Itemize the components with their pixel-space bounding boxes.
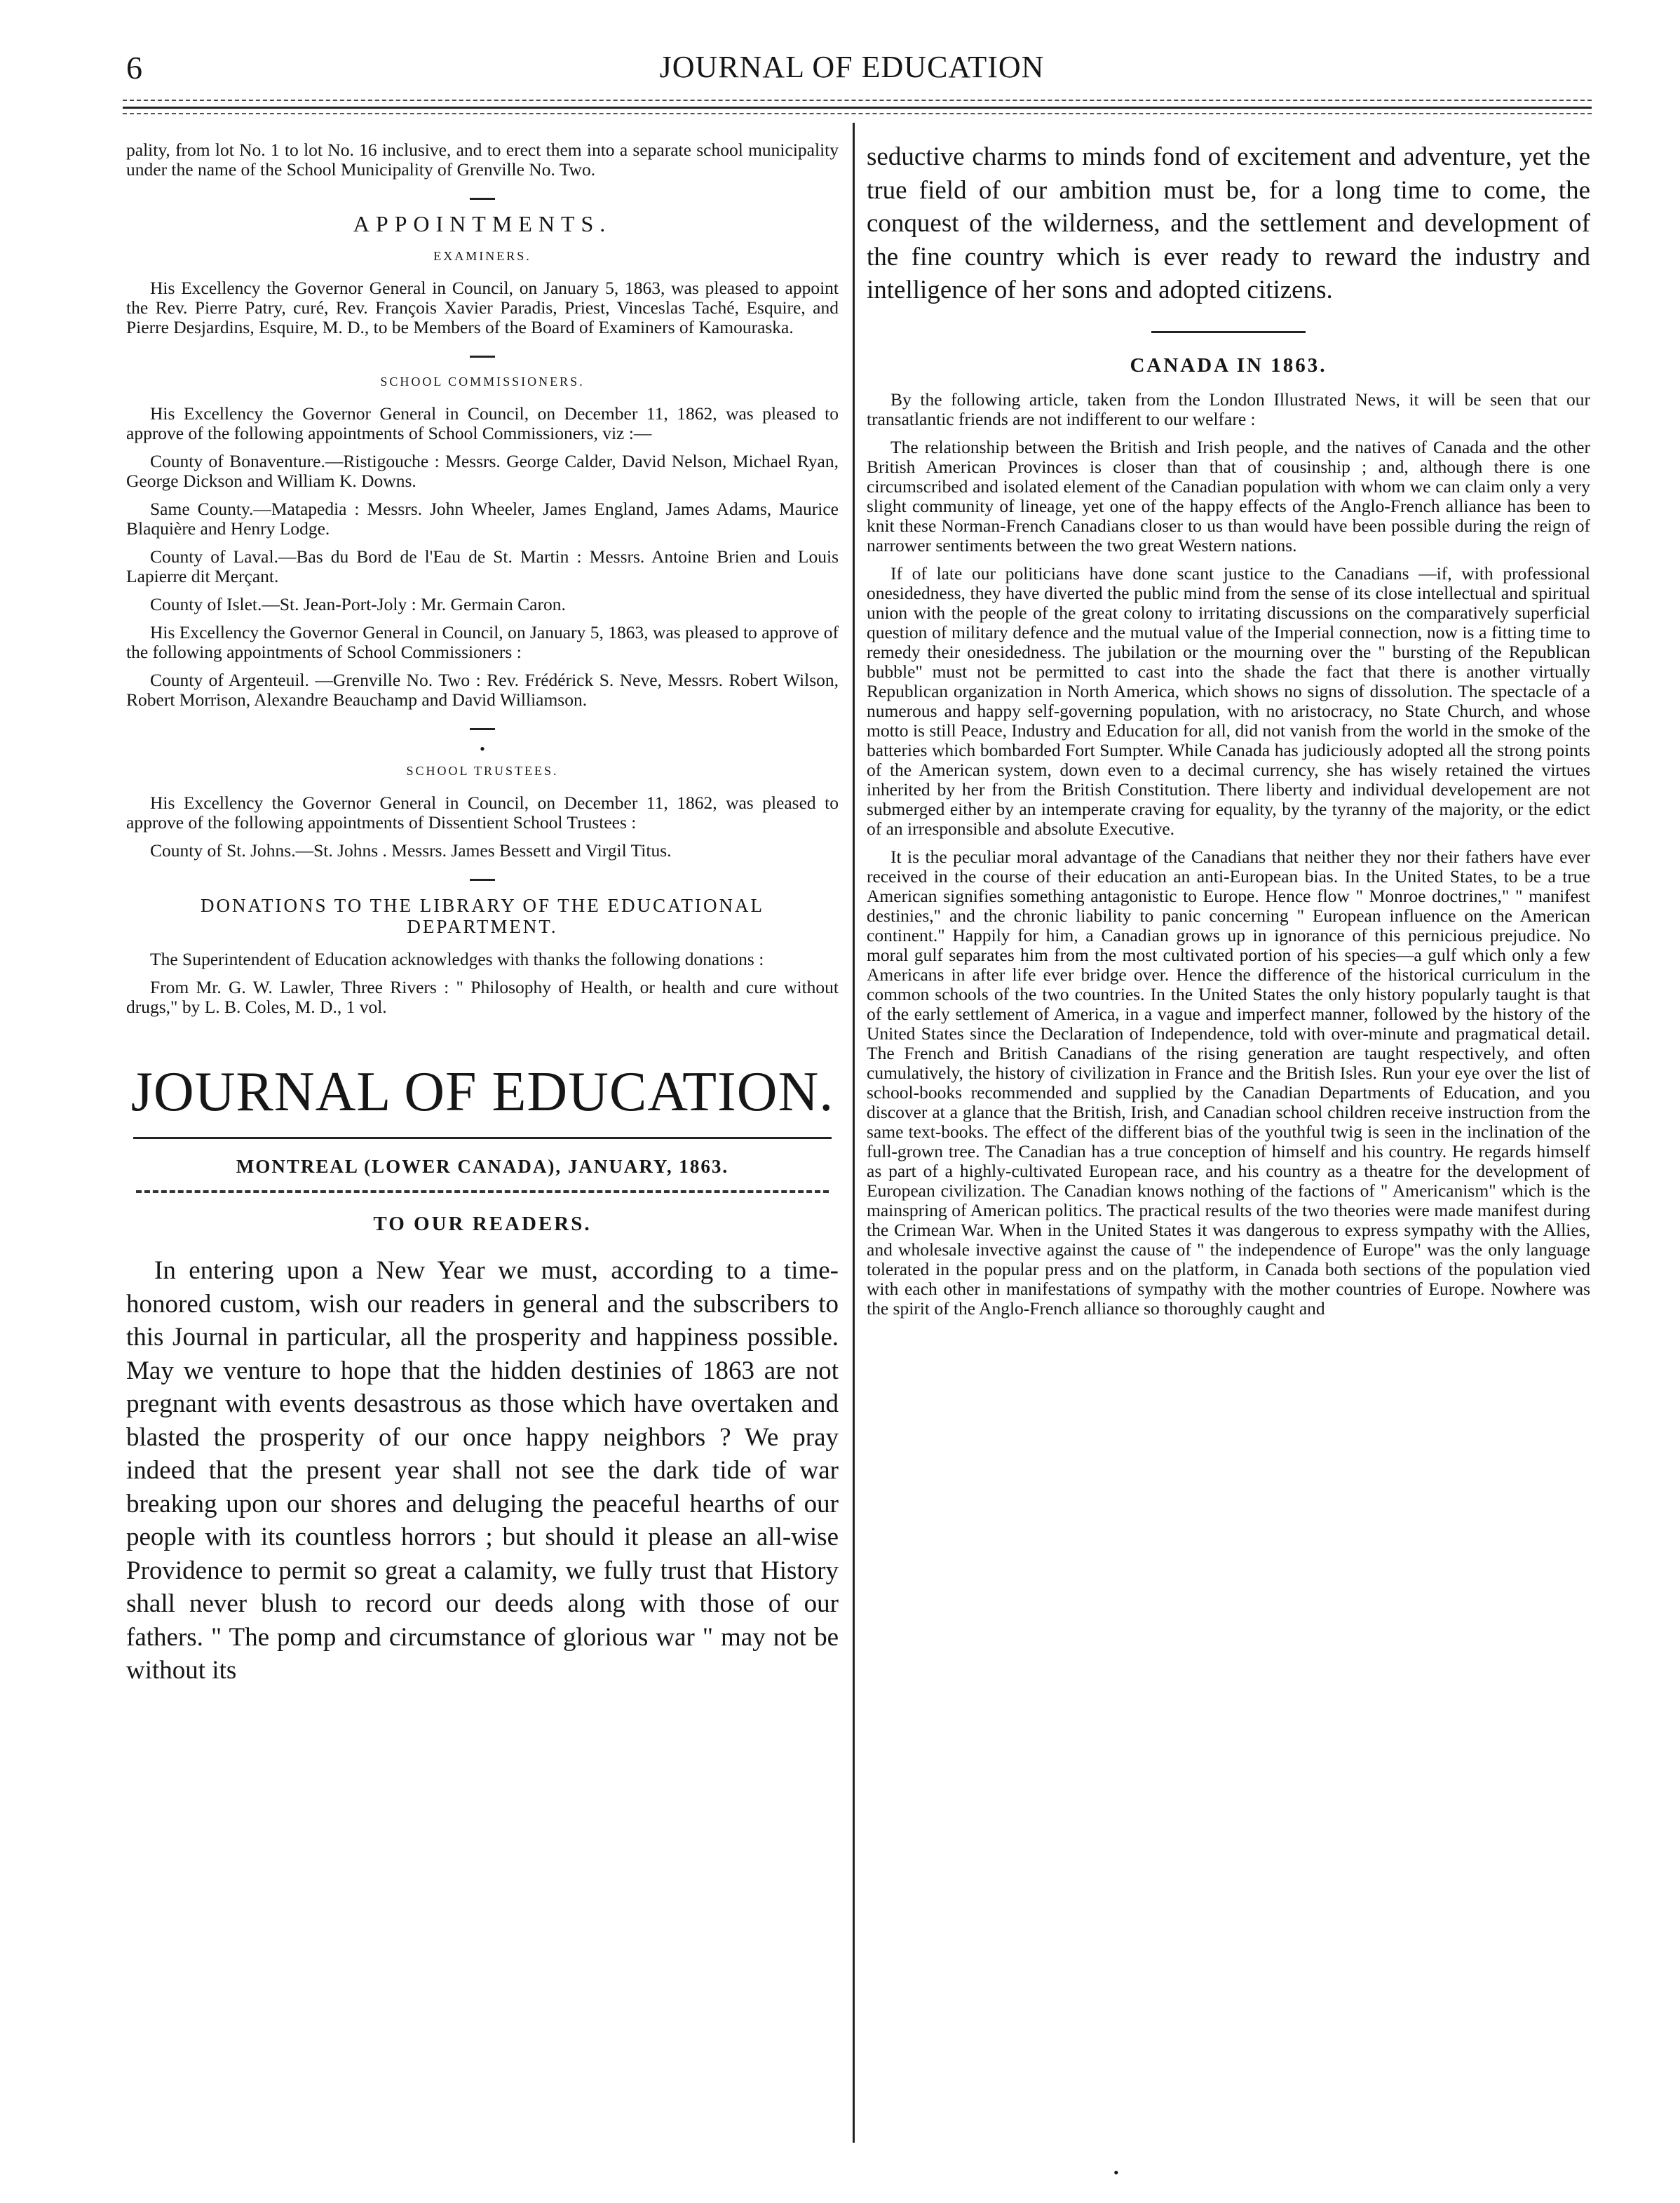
running-title: JOURNAL OF EDUCATION: [659, 50, 1045, 84]
section-rule: [470, 728, 495, 730]
canada-paragraph: By the following article, taken from the London Illustrated News, it will be seen that our transatlantic friends are not indifferent to our welfare :: [867, 389, 1590, 429]
appointments-heading: APPOINTMENTS.: [353, 211, 612, 236]
trustees-heading: SCHOOL TRUSTEES.: [406, 764, 559, 778]
canada-paragraph: If of late our politicians have done scant justice to the Canadians —if, with professional onesidedness, they have diverted the public mind from the sense of its close intellectual and spiritual union with the people of the great colony to irritating discussions on the comparatively superficial question of military defence and the mutual value of the Imperial connection, now is a fitting time to remedy their onesidedness. The jubilation or the mourning over the " bursting of the Republican bubble" must not be permitted to cast into the shade the fact that there is another virtually Republican organization in North America, which shows no signs of dissolution. The spectacle of a numerous and happy self-governing population, with no aristocracy, no State Church, and whose motto is still Peace, Industry and Education for all, did not vanish from the world in the smoke of the batteries which bombarded Fort Sumpter. While Canada has judiciously adopted all the strong points of the American system, down even to a decimal currency, she has wisely retained the virtues inherited by her from the British Constitution. There liberty and individual developement are not submerged either by an intemperate craving for equality, by the tyranny of the majority, or the edict of an irresponsible and absolute Executive.: [867, 562, 1590, 839]
header-rule: [123, 107, 1592, 109]
continuation-paragraph: seductive charms to minds fond of excitement and adventure, yet the true field of our ambition must be, for a long time to come, the conquest of the wilderness, and the settlement and development of the fine country which is ever ready to reward the industry and intelligence of her sons and adopted citizens.: [867, 142, 1590, 304]
commissioners-paragraph: County of Argenteuil. —Grenville No. Two : Rev. Frédérick S. Neve, Messrs. Robert Wilson, Robert Morrison, Alexandre Beauchamp and David Williamson.: [126, 670, 839, 710]
section-rule: [470, 198, 495, 200]
section-rule: [470, 356, 495, 358]
section-rule: [1151, 331, 1306, 333]
footer-mark: •: [1113, 2164, 1119, 2181]
donations-paragraph: The Superintendent of Education acknowledges with thanks the following donations :: [150, 949, 764, 969]
dateline: MONTREAL (LOWER CANADA), JANUARY, 1863.: [236, 1156, 729, 1177]
masthead-rule: [133, 1137, 832, 1139]
column-divider: [853, 123, 855, 2143]
trustees-paragraph: His Excellency the Governor General in Council, on December 11, 1862, was pleased to approve of the following appointments of Dissentient School Trustees :: [126, 793, 839, 833]
header-rule: [123, 113, 1592, 114]
commissioners-paragraph: His Excellency the Governor General in Council, on January 5, 1863, was pleased to approve of the following appointments of School Commissioners :: [126, 622, 839, 662]
commissioners-paragraph: County of Bonaventure.—Ristigouche : Messrs. George Calder, David Nelson, Michael Ryan, George Dickson and William K. Downs.: [126, 451, 839, 491]
donations-paragraph: From Mr. G. W. Lawler, Three Rivers : " Philosophy of Health, or health and cure without drugs," by L. B. Coles, M. D., 1 vol.: [126, 977, 839, 1017]
left-column: [126, 140, 839, 1687]
dashed-rule: [136, 1190, 829, 1193]
examiners-heading: EXAMINERS.: [433, 249, 531, 263]
donations-heading: DONATIONS TO THE LIBRARY OF THE EDUCATIONAL DEPARTMENT.: [200, 895, 764, 937]
readers-heading: TO OUR READERS.: [373, 1213, 592, 1235]
commissioners-paragraph: Same County.—Matapedia : Messrs. John Wheeler, James England, James Adams, Maurice Blaquière and Henry Lodge.: [126, 499, 839, 539]
right-column: [867, 140, 1590, 1327]
page-number: 6: [126, 50, 142, 86]
canada-paragraph: It is the peculiar moral advantage of the Canadians that neither they nor their fathers have ever received in the course of their education an anti-European bias. In the United States, to be a true American signifies something antagonistic to Europe. Hence flow " Monroe doctrines," " manifest destinies," and the chronic liability to panic concerning " European influence on the American continent." Happily for him, a Canadian grows up in ignorance of this pernicious prejudice. No moral gulf separates him from the most cultivated portion of his species—a gulf which only a few Americans in after life ever bridge over. Hence the difference of the historical curriculum in the common schools of the two countries. In the United States the only history popularly taught is that of the early settlement of America, in a vague and imperfect manner, followed by the history of the United States since the Declaration of Independence, told with over-minute and pragmatical detail. The French and British Canadians of the rising generation are taught respectively, and often cumulatively, the history of civilization in France and the British Isles. Run your eye over the list of school-books recommended and supplied by the Canadian Departments of Education, and you discover at a glance that the British, Irish, and Canadian school children receive instruction from the same text-books. The effect of the different bias of the youthful twig is seen in the inclination of the full-grown tree. The Canadian has a true conception of himself and his country. He regards himself as part of a highly-cultivated European race, and his country as a theatre for the development of European civilization. The Canadian knows nothing of the factions of " Americanism" which is the mainspring of American politics. The practical results of the two theories were made manifest during the Crimean War. When in the United States it was dangerous to express sympathy with the Allies, and wholesale invective against the cause of " the independence of Europe" was the only language tolerated in the popular press and on the platform, in Canada both sections of the population vied with each other in manifestations of sympathy with the mother countries of Europe. Nowhere was the spirit of the Anglo-French alliance so thoroughly caught and: [867, 846, 1590, 1319]
canada-paragraph: The relationship between the British and Irish people, and the natives of Canada and the other British American Provinces is closer than that of cousinship ; and, although there is one circumscribed and isolated element of the Canadian population with whom we can claim only a very slight community of lineage, yet one of the happy effects of the Anglo-French alliance has been to knit these Norman-French Canadians closer to us than would have been possible during the reign of narrower sentiments between the two great Western nations.: [867, 436, 1590, 555]
commissioners-paragraph: His Excellency the Governor General in Council, on December 11, 1862, was pleased to approve of the following appointments of School Commissioners, viz :—: [126, 403, 839, 443]
running-head: [112, 49, 1592, 91]
masthead: JOURNAL OF EDUCATION.: [130, 1061, 834, 1123]
bullet-mark: •: [480, 740, 485, 757]
examiners-paragraph: His Excellency the Governor General in Council, on January 5, 1863, was pleased to appoint the Rev. Pierre Patry, curé, Rev. François Xavier Paradis, Priest, Vinceslas Taché, Esquire, and Pierre Desjardins, Esquire, M. D., to be Members of the Board of Examiners of Kamouraska.: [126, 278, 839, 337]
trustees-paragraph: County of St. Johns.—St. Johns . Messrs. James Bessett and Virgil Titus.: [150, 840, 672, 861]
header-rule: [123, 100, 1592, 101]
commissioners-paragraph: County of Laval.—Bas du Bord de l'Eau de St. Martin : Messrs. Antoine Brien and Louis Lapierre dit Merçant.: [126, 546, 839, 586]
commissioners-heading: SCHOOL COMMISSIONERS.: [380, 375, 585, 389]
readers-paragraph: In entering upon a New Year we must, according to a time-honored custom, wish our readers in general and the subscribers to this Journal in particular, all the prosperity and happiness possible. May we venture to hope that the hidden destinies of 1863 are not pregnant with events desastrous as those which have overtaken and blasted the prosperity of our once happy neighbors ? We pray indeed that the present year shall not see the dark tide of war breaking upon our shores and deluging the peaceful hearths of our people with its countless horrors ; but should it please an all-wise Providence to permit so great a calamity, we fully trust that History shall never blush to record our deeds along with those of our fathers. " The pomp and circumstance of glorious war " may not be without its: [126, 1256, 839, 1685]
commissioners-paragraph: County of Islet.—St. Jean-Port-Joly : Mr. Germain Caron.: [150, 594, 566, 614]
canada-heading: CANADA IN 1863.: [1130, 353, 1327, 377]
section-rule: [470, 879, 495, 881]
intro-paragraph: pality, from lot No. 1 to lot No. 16 inclusive, and to erect them into a separate school municipality under the name of the School Municipality of Grenville No. Two.: [126, 140, 839, 180]
